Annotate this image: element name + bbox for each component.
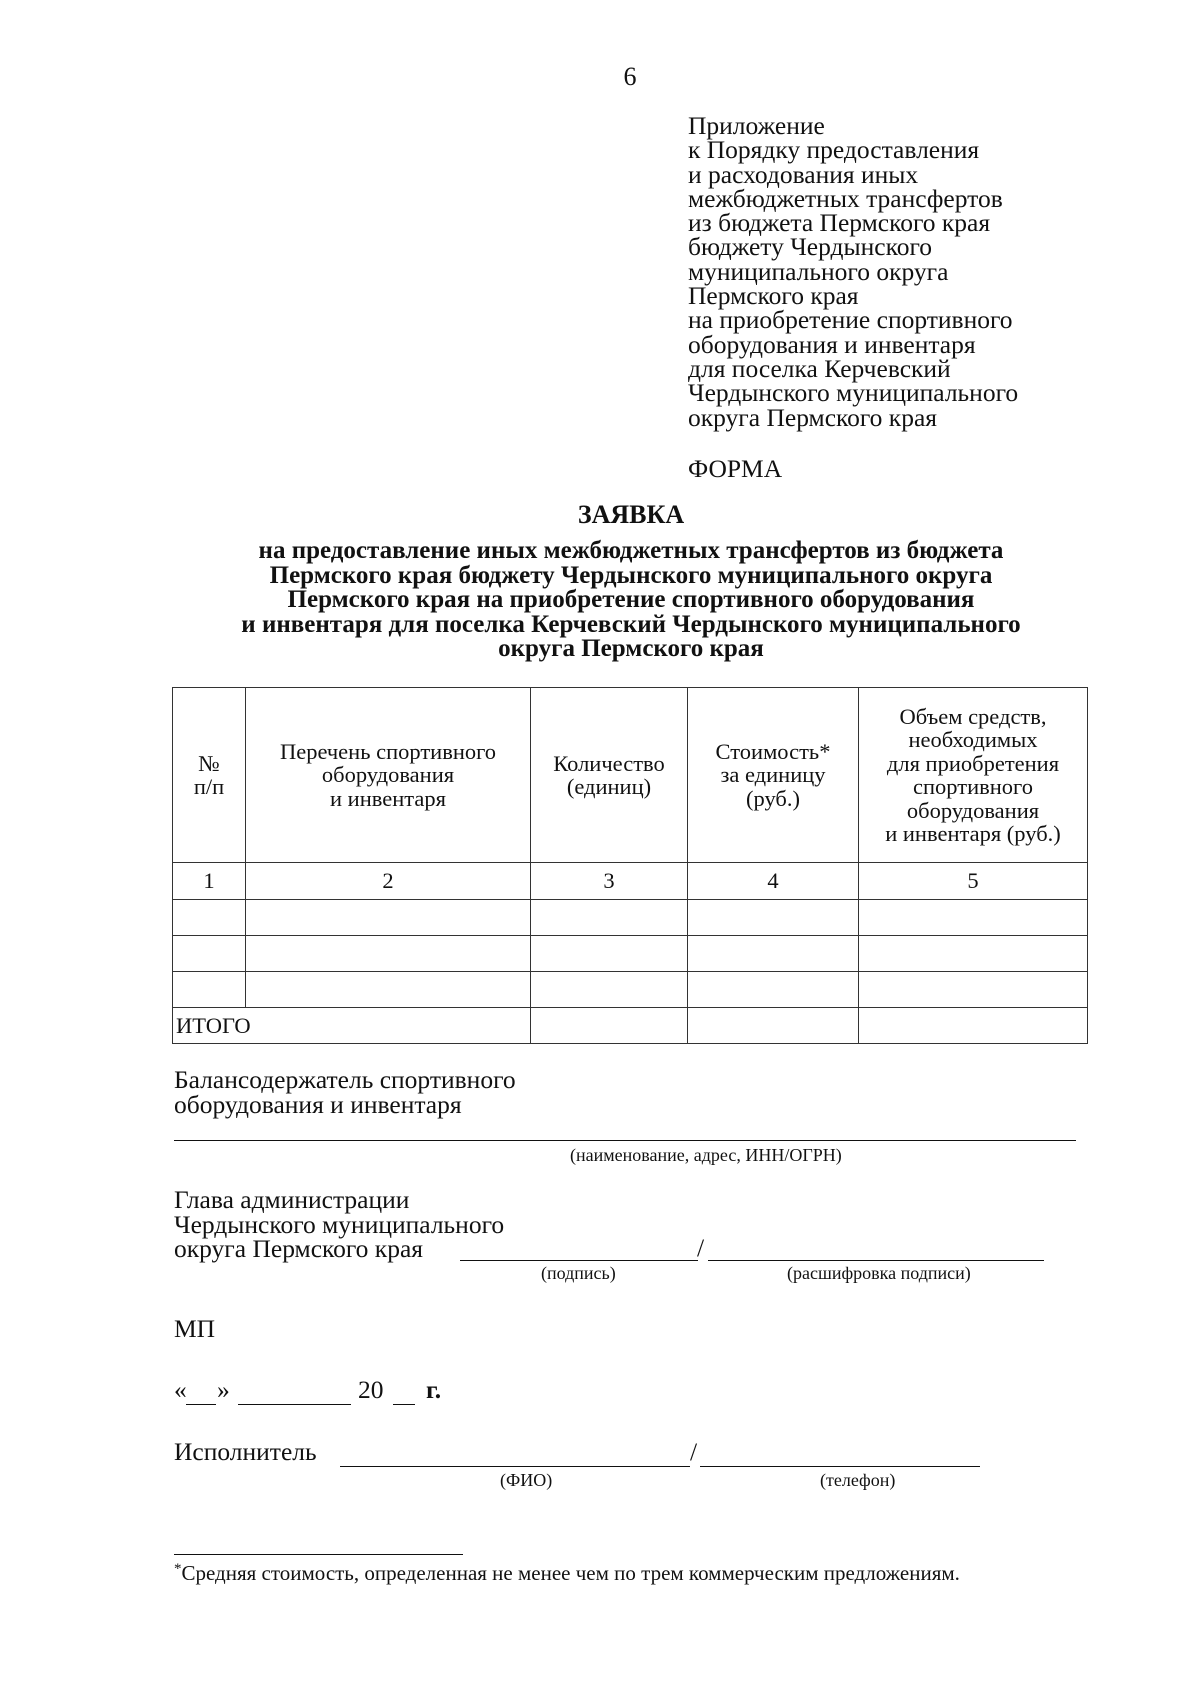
- appendix-line: Приложение: [688, 111, 825, 140]
- column-number: 4: [688, 863, 859, 900]
- total-label: ИТОГО: [173, 1008, 531, 1044]
- table-row: [173, 936, 1088, 972]
- total-cell[interactable]: [688, 1008, 859, 1044]
- executor-phone-caption: (телефон): [820, 1470, 896, 1490]
- date-close-quote: »: [217, 1375, 230, 1404]
- date-day-line[interactable]: [186, 1404, 216, 1405]
- subtitle-line: Пермского края на приобретение спортивного оборудования: [287, 586, 975, 613]
- column-number: 2: [246, 863, 531, 900]
- head-line: Чердынского муниципального: [174, 1209, 505, 1239]
- column-number: 5: [859, 863, 1088, 900]
- appendix-block: [688, 111, 1108, 432]
- document-title: ЗАЯВКА: [577, 500, 685, 529]
- date-year-prefix: 20: [358, 1375, 384, 1404]
- appendix-line: Чердынского муниципального: [688, 378, 1019, 408]
- date-year-suffix: г.: [426, 1375, 442, 1404]
- table-cell[interactable]: [246, 936, 531, 972]
- table-cell[interactable]: [246, 900, 531, 936]
- total-row: [173, 1008, 1088, 1044]
- appendix-line: на приобретение спортивного: [688, 305, 1013, 335]
- holder-label: [174, 1065, 516, 1119]
- table-cell[interactable]: [531, 972, 688, 1008]
- table-cell[interactable]: [531, 900, 688, 936]
- signature-caption: (подпись): [541, 1263, 616, 1283]
- footnote: [174, 1561, 1086, 1586]
- holder-fill-line[interactable]: [174, 1140, 1076, 1141]
- application-table: [172, 687, 1088, 1044]
- appendix-line: к Порядку предоставления: [688, 135, 980, 165]
- table-cell[interactable]: [688, 936, 859, 972]
- column-number: 1: [173, 863, 246, 900]
- head-line: округа Пермского края: [174, 1234, 423, 1263]
- subtitle-line: на предоставление иных межбюджетных трансфертов из бюджета: [258, 537, 1004, 564]
- holder-caption: (наименование, адрес, ИНН/ОГРН): [570, 1145, 842, 1165]
- column-number-row: [173, 863, 1088, 900]
- appendix-line: Пермского края: [688, 281, 859, 311]
- table-cell[interactable]: [173, 936, 246, 972]
- table-cell[interactable]: [246, 972, 531, 1008]
- table-cell[interactable]: [859, 972, 1088, 1008]
- table-cell[interactable]: [173, 972, 246, 1008]
- column-number: 3: [531, 863, 688, 900]
- total-cell[interactable]: [531, 1008, 688, 1044]
- stamp-label: МП: [174, 1314, 216, 1343]
- header-row-number: № п/п: [173, 688, 246, 863]
- subtitle-line: Пермского края бюджету Чердынского муниципального округа: [269, 561, 993, 589]
- table-cell[interactable]: [688, 900, 859, 936]
- table-cell[interactable]: [173, 900, 246, 936]
- appendix-line: и расходования иных: [688, 159, 919, 189]
- signature-decoding-line[interactable]: [708, 1260, 1044, 1261]
- date-open-quote: «: [174, 1375, 187, 1404]
- signature-separator: /: [697, 1233, 705, 1262]
- table-cell[interactable]: [688, 972, 859, 1008]
- decoding-caption: (расшифровка подписи): [787, 1263, 971, 1283]
- footnote-separator: [174, 1554, 463, 1555]
- total-cell[interactable]: [859, 1008, 1088, 1044]
- signature-line[interactable]: [460, 1260, 698, 1261]
- holder-line: оборудования и инвентаря: [174, 1089, 462, 1119]
- head-line: Глава администрации: [174, 1185, 410, 1214]
- footnote-text: Средняя стоимость, определенная не менее чем по трем коммерческим предложениям.: [181, 1561, 960, 1585]
- executor-separator: /: [690, 1437, 698, 1466]
- executor-name-caption: (ФИО): [500, 1470, 553, 1490]
- head-block: [174, 1185, 505, 1263]
- date-year-line[interactable]: [393, 1404, 415, 1405]
- appendix-line: муниципального округа: [688, 256, 949, 286]
- appendix-line: для поселка Керчевский: [688, 353, 951, 383]
- executor-label: Исполнитель: [174, 1437, 317, 1466]
- table-cell[interactable]: [859, 936, 1088, 972]
- executor-phone-line[interactable]: [700, 1466, 980, 1467]
- header-equipment-list: Перечень спортивного оборудования и инвентаря: [246, 688, 531, 863]
- table-cell[interactable]: [531, 936, 688, 972]
- page-number: 6: [623, 62, 637, 91]
- date-month-line[interactable]: [238, 1404, 351, 1405]
- subtitle-line: и инвентаря для поселка Керчевский Чердынского муниципального: [241, 610, 1021, 638]
- subtitle-line: округа Пермского края: [498, 635, 764, 662]
- appendix-line: округа Пермского края: [688, 402, 937, 432]
- table-header-row: [173, 688, 1088, 863]
- header-total-amount: Объем средств, необходимых для приобретения спортивного оборудования и инвентаря (руб.): [859, 688, 1088, 863]
- appendix-line: бюджету Чердынского: [688, 232, 933, 262]
- appendix-line: межбюджетных трансфертов: [688, 183, 1003, 213]
- appendix-line: оборудования и инвентаря: [688, 329, 976, 359]
- table-cell[interactable]: [859, 900, 1088, 936]
- footnote-marker: *: [174, 1561, 182, 1577]
- table-row: [173, 900, 1088, 936]
- header-quantity: Количество (единиц): [531, 688, 688, 863]
- header-unit-cost: Стоимость* за единицу (руб.): [688, 688, 859, 863]
- document-subtitle: [0, 539, 1200, 662]
- form-label: ФОРМА: [688, 454, 783, 483]
- table-row: [173, 972, 1088, 1008]
- executor-name-line[interactable]: [340, 1466, 690, 1467]
- holder-line: Балансодержатель спортивного: [174, 1065, 516, 1094]
- appendix-line: из бюджета Пермского края: [688, 208, 991, 238]
